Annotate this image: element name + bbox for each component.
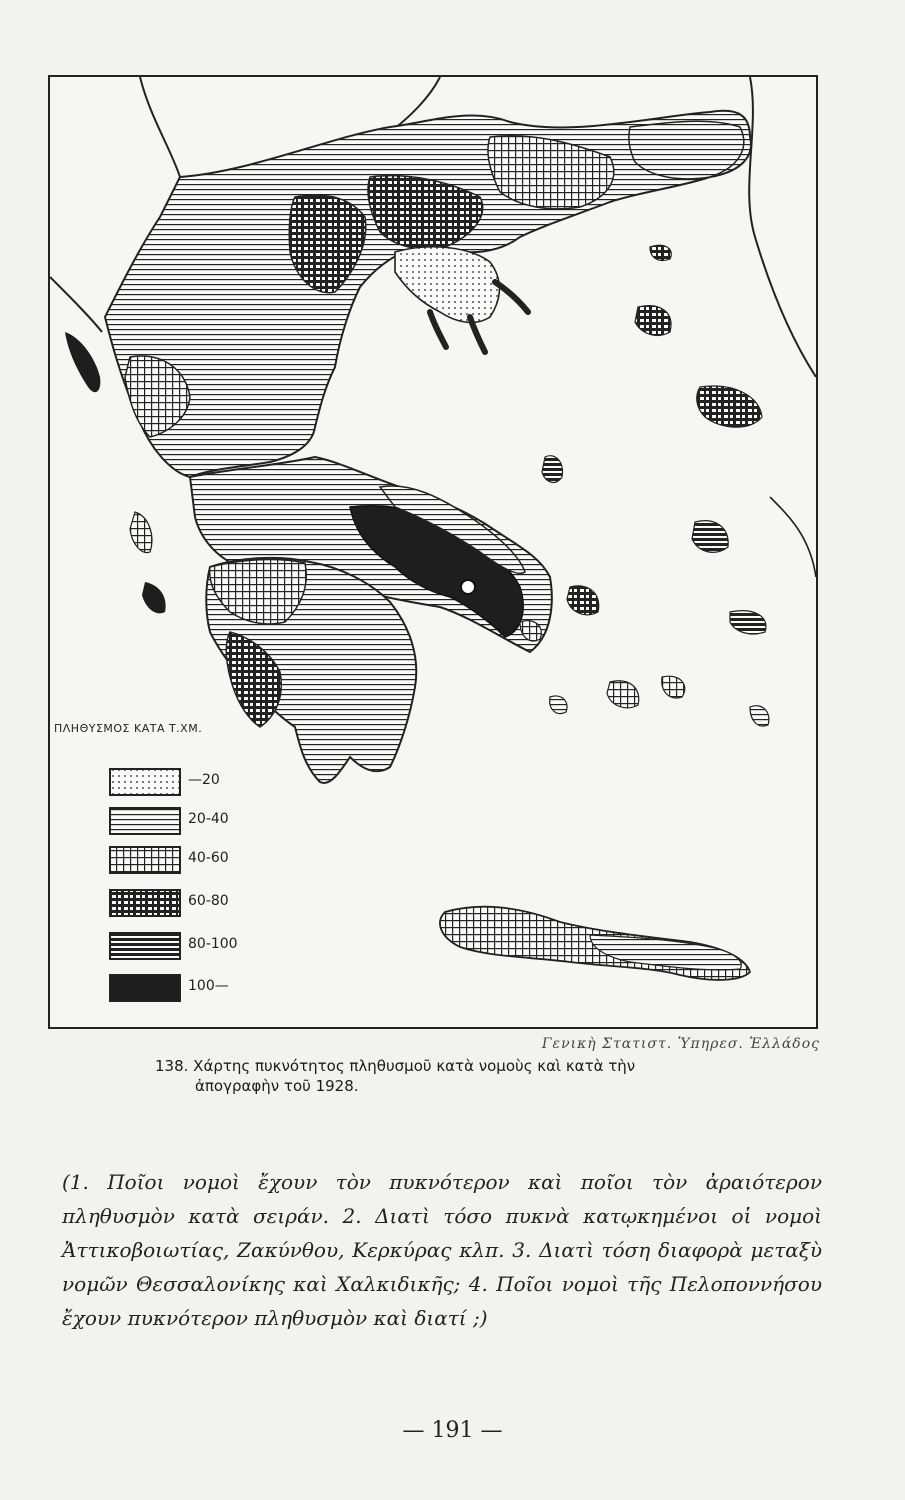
legend-title: ΠΛΗΘΥΣΜΟΣ ΚΑΤΑ Τ.ΧΜ. (54, 722, 203, 735)
legend-label-1: 20-40 (188, 811, 229, 827)
island-lesbos (697, 386, 762, 427)
island-naxos (607, 681, 639, 708)
caption-line-1: 138. Χάρτης πυκνότητος πληθυσμοῦ κατὰ νομοὺς καὶ κατὰ τὴν (155, 1057, 636, 1075)
legend-swatch-heavy-crosshatch (110, 890, 180, 916)
island-rhodes-area (750, 706, 769, 726)
legend-swatch-grid (110, 847, 180, 873)
legend-label-2: 40-60 (188, 850, 229, 866)
region-chalkidiki (395, 247, 499, 323)
asia-minor-coast (770, 497, 816, 577)
page-number: — 191 — (402, 1418, 503, 1443)
chalkidiki-finger-1 (430, 312, 446, 347)
athens-marker (461, 580, 475, 594)
island-corfu (65, 332, 100, 392)
island-samothrace (650, 245, 671, 260)
region-thrace (629, 121, 744, 179)
albanian-border (50, 277, 102, 332)
island-chios (692, 521, 728, 553)
legend-label-4: 80-100 (188, 936, 238, 952)
island-amorgos (662, 676, 685, 698)
legend-label-3: 60-80 (188, 893, 229, 909)
legend-swatch-solid-black (110, 975, 180, 1001)
island-syros (550, 696, 567, 713)
legend-swatch-thick-bars (110, 933, 180, 959)
greece-map-graphic (50, 77, 816, 1027)
legend-label-5: 100— (188, 978, 229, 994)
island-zakynthos (142, 582, 166, 613)
turkish-border (749, 77, 816, 377)
island-andros (567, 586, 599, 615)
population-density-map (48, 75, 818, 1029)
legend-label-0: —20 (188, 772, 220, 788)
island-thasos (635, 306, 671, 336)
legend-swatch-dots (110, 769, 180, 795)
caption-line-2: ἀπογραφὴν τοῦ 1928. (195, 1077, 359, 1095)
chalkidiki-finger-3 (495, 282, 528, 312)
map-source: Γενικὴ Στατιστ. Ὑπηρεσ. Ἑλλάδος (541, 1036, 820, 1052)
figure-caption (155, 1056, 795, 1096)
study-questions: (1. Ποῖοι νομοὶ ἔχουν τὸν πυκνότερον καὶ ποῖοι τὸν ἀραιότερον πληθυσμὸν κατὰ σειράν. 2. Διατὶ τόσο πυκνὰ κατῳκημένοι οἱ νομοὶ Ἀττικοβοιωτίας, Ζακύνθου, Κερκύρας κλπ. 3. Διατὶ τόση διαφορὰ μεταξὺ νομῶν Θεσσαλονίκης καὶ Χαλκιδικῆς; 4. Ποῖοι νομοὶ τῆς Πελοποννήσου ἔχουν πυκνότερον πληθυσμὸν καὶ διατί ;) (62, 1170, 822, 1330)
island-samos (730, 611, 766, 634)
legend-swatch-horizontal-lines (110, 808, 180, 834)
island-skyros (542, 456, 563, 483)
island-kefalonia (130, 512, 152, 553)
